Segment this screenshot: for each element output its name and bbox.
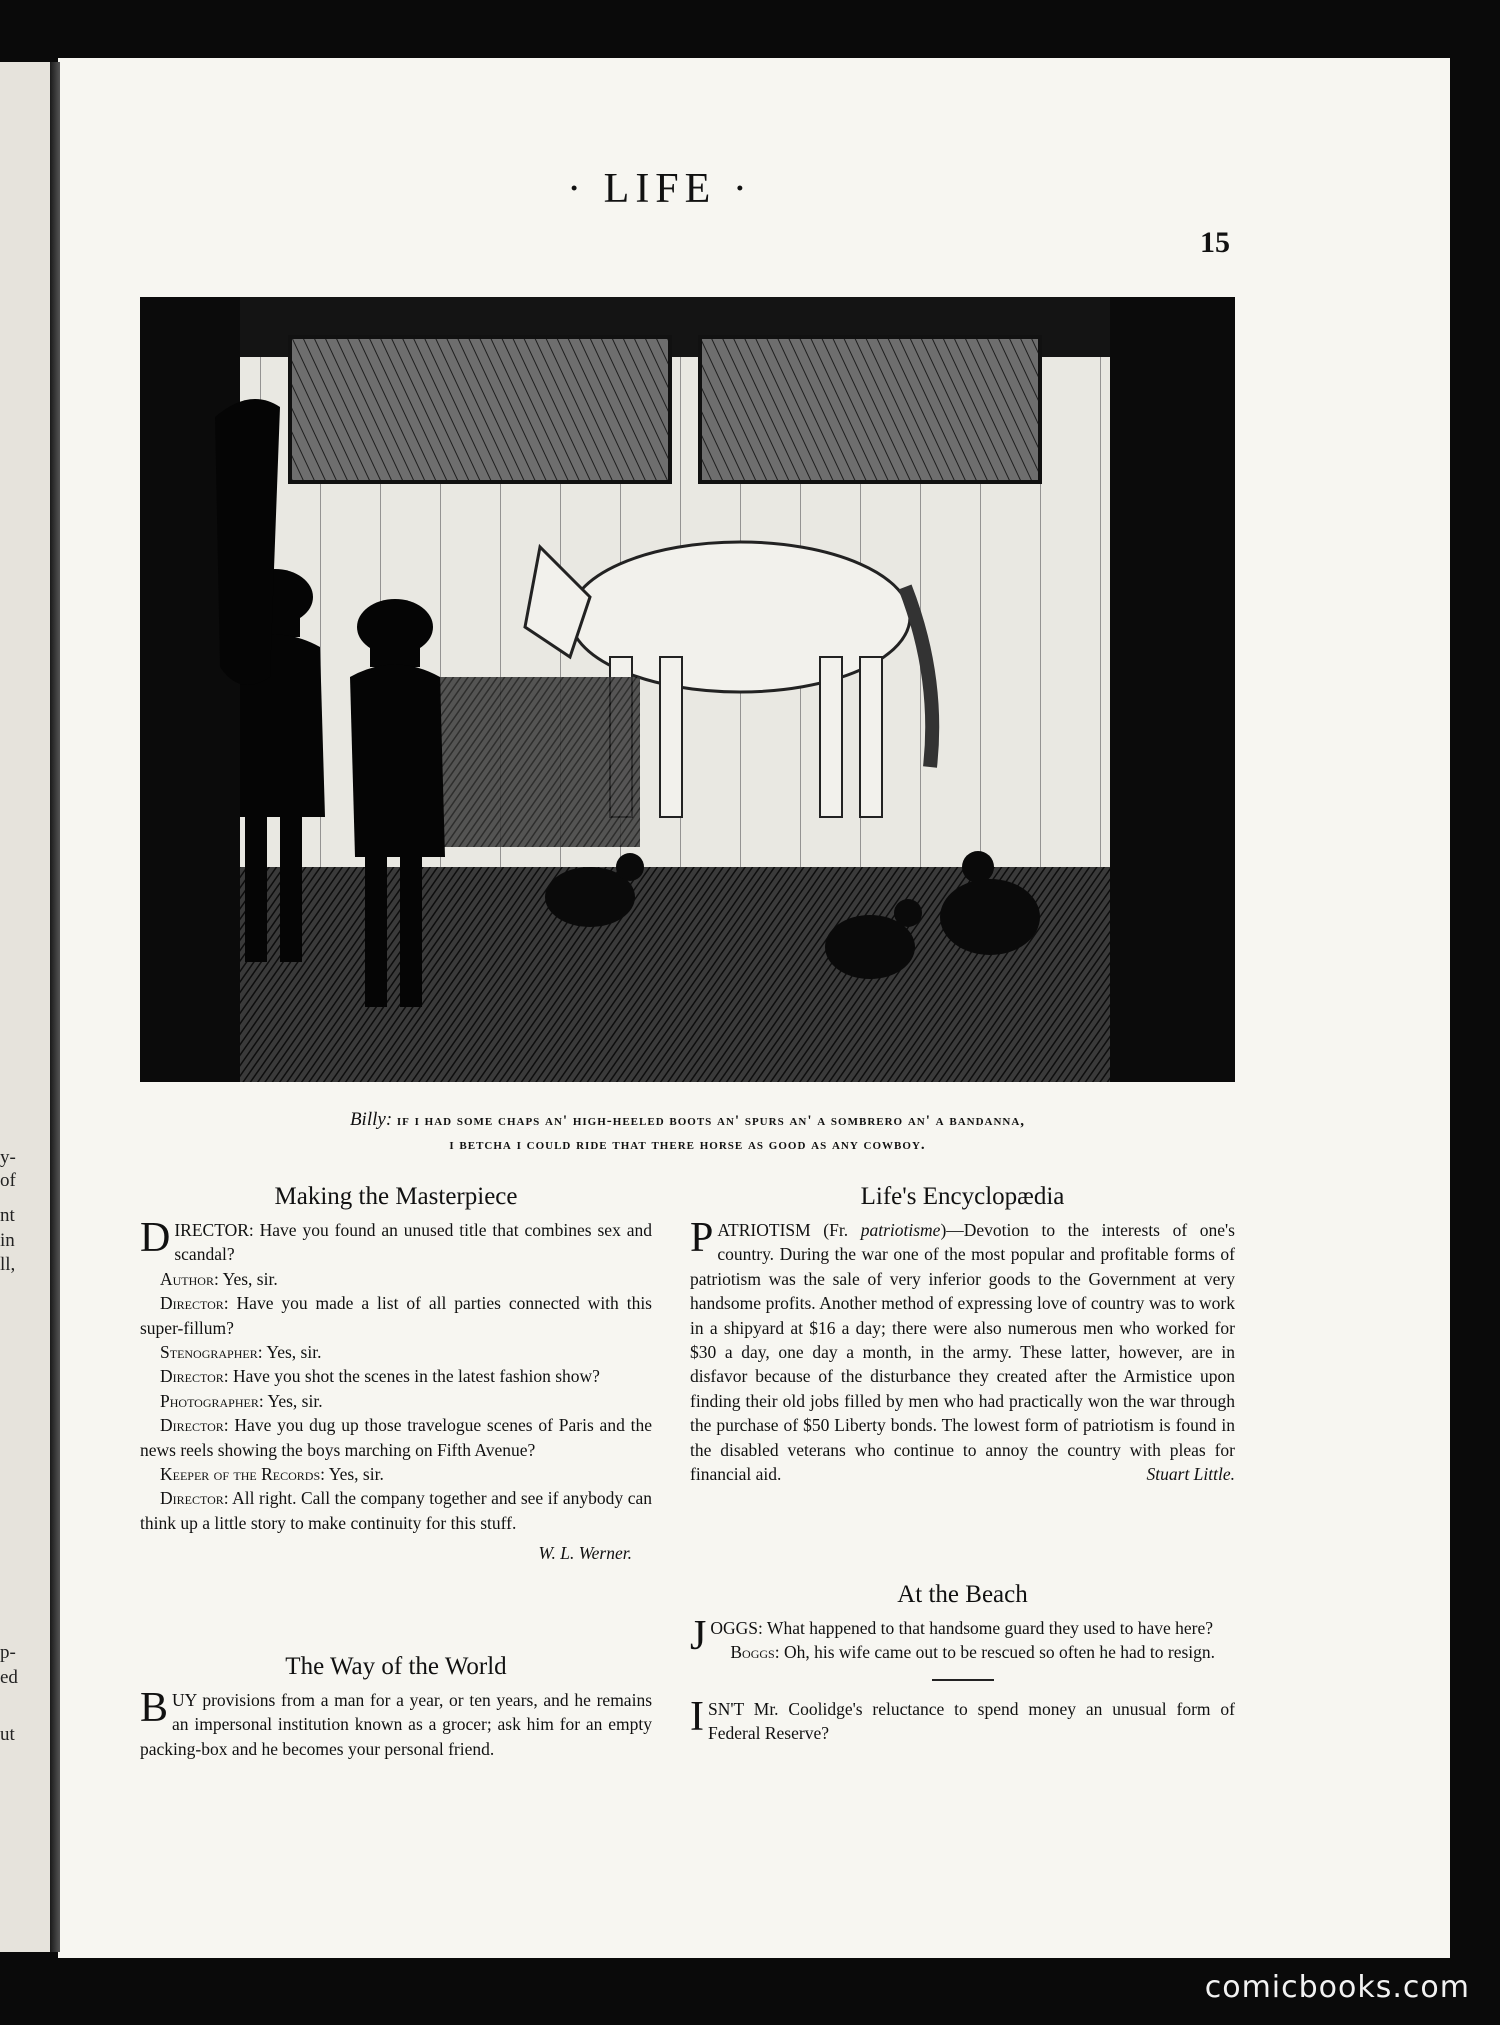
article-title: Life's Encyclopædia bbox=[860, 1183, 1065, 1210]
dialogue-line: Director: All right. Call the company together and see if anybody can think up a little story to make continuity for this stuff. bbox=[140, 1488, 652, 1533]
left-page-fragment: ll, bbox=[0, 1254, 16, 1275]
article-body: BUY provisions from a man for a year, or ten years, and he remains an impersonal institution known as a grocer; ask him for an empty packing-box and he becomes your personal friend. bbox=[140, 1685, 652, 1759]
article-way-of-the-world bbox=[140, 1652, 652, 1761]
article-opening: DIRECTOR: Have you found an unused title that combines sex and scandal? bbox=[140, 1215, 652, 1265]
caption-line-2: i betcha i could ride that there horse as good as any cowboy. bbox=[449, 1137, 926, 1153]
article-body: PATRIOTISM (Fr. patriotisme)—Devotion to the interests of one's country. During the war one of the most popular and profitable forms of patriotism was the sale of very inferior goods to the Government at very handsome profits. Another method of expressing love of country was to work in a shipyard at $16 a day; there were also numerous men who worked for $30 a day, one day a month, in the army. These latter, however, are in disfavor because of the disturbance they created after the Armistice upon finding their old jobs filled by men who had practically won the war through the purchase of $50 Liberty bonds. The lowest form of patriotism is found in the disabled veterans who continue to annoy the country with pleas for financial aid. Stuart Little. bbox=[690, 1218, 1235, 1486]
hay-loft-left bbox=[290, 337, 670, 482]
drop-cap: D bbox=[140, 1215, 171, 1261]
illustration-caption bbox=[140, 1108, 1235, 1157]
drop-cap: I bbox=[690, 1693, 704, 1740]
masthead-title: · LIFE · bbox=[567, 166, 753, 212]
page-number: 15 bbox=[1200, 226, 1230, 259]
article-opening: JOGGS: What happened to that handsome guard they used to have here? bbox=[690, 1613, 1214, 1659]
article-lifes-encyclopaedia bbox=[690, 1182, 1235, 1486]
dialogue-line: Director: Have you made a list of all parties connected with this super-fillum? bbox=[140, 1293, 652, 1338]
left-page-edge bbox=[0, 62, 50, 1952]
drop-cap: B bbox=[140, 1685, 169, 1731]
dialogue-line: Photographer: Yes, sir. bbox=[160, 1390, 323, 1411]
left-page-fragment: ut bbox=[0, 1724, 15, 1745]
article-title: At the Beach bbox=[897, 1581, 1028, 1608]
left-page-fragment: nt bbox=[0, 1205, 15, 1226]
section-divider bbox=[932, 1679, 994, 1681]
dialogue-line: Stenographer: Yes, sir. bbox=[160, 1342, 322, 1363]
article-making-the-masterpiece bbox=[140, 1182, 652, 1566]
dialogue-line: Boggs: Oh, his wife came out to be rescued so often he had to resign. bbox=[730, 1642, 1216, 1663]
article-at-the-beach bbox=[690, 1580, 1235, 1746]
article-coolidge: ISN'T Mr. Coolidge's reluctance to spend money an unusual form of Federal Reserve? bbox=[690, 1693, 1235, 1744]
article-title: The Way of the World bbox=[285, 1653, 507, 1680]
left-page-fragment: ed bbox=[0, 1667, 18, 1688]
author-signature: Stuart Little. bbox=[1146, 1464, 1235, 1485]
barn-illustration bbox=[140, 297, 1235, 1082]
hay-loft-right bbox=[700, 337, 1040, 482]
dialogue-line: Director: Have you dug up those travelogue scenes of Paris and the news reels showing the boys marching on Fifth Avenue? bbox=[140, 1415, 652, 1460]
caption-line-1: if i had some chaps an' high-heeled boots an' spurs an' a sombrero an' a bandanna, bbox=[396, 1113, 1026, 1129]
author-signature: W. L. Werner. bbox=[538, 1543, 632, 1564]
site-watermark: comicbooks.com bbox=[1204, 1970, 1470, 2005]
left-page-fragment: y- bbox=[0, 1147, 16, 1168]
left-page-fragment: in bbox=[0, 1230, 15, 1251]
gutter-shadow bbox=[50, 62, 60, 1952]
dialogue-line: Director: Have you shot the scenes in the latest fashion show? bbox=[160, 1366, 600, 1387]
drop-cap: J bbox=[690, 1613, 707, 1659]
hanging-harness bbox=[215, 399, 280, 685]
article-title: Making the Masterpiece bbox=[274, 1183, 518, 1210]
dialogue-line: Author: Yes, sir. bbox=[160, 1268, 278, 1289]
drop-cap: P bbox=[690, 1215, 714, 1261]
left-page-fragment: p- bbox=[0, 1642, 16, 1663]
left-page-fragment: of bbox=[0, 1170, 16, 1191]
dialogue-line: Keeper of the Records: Yes, sir. bbox=[160, 1464, 384, 1485]
caption-speaker: Billy: bbox=[349, 1109, 393, 1130]
barn-door-post bbox=[1110, 297, 1235, 1082]
